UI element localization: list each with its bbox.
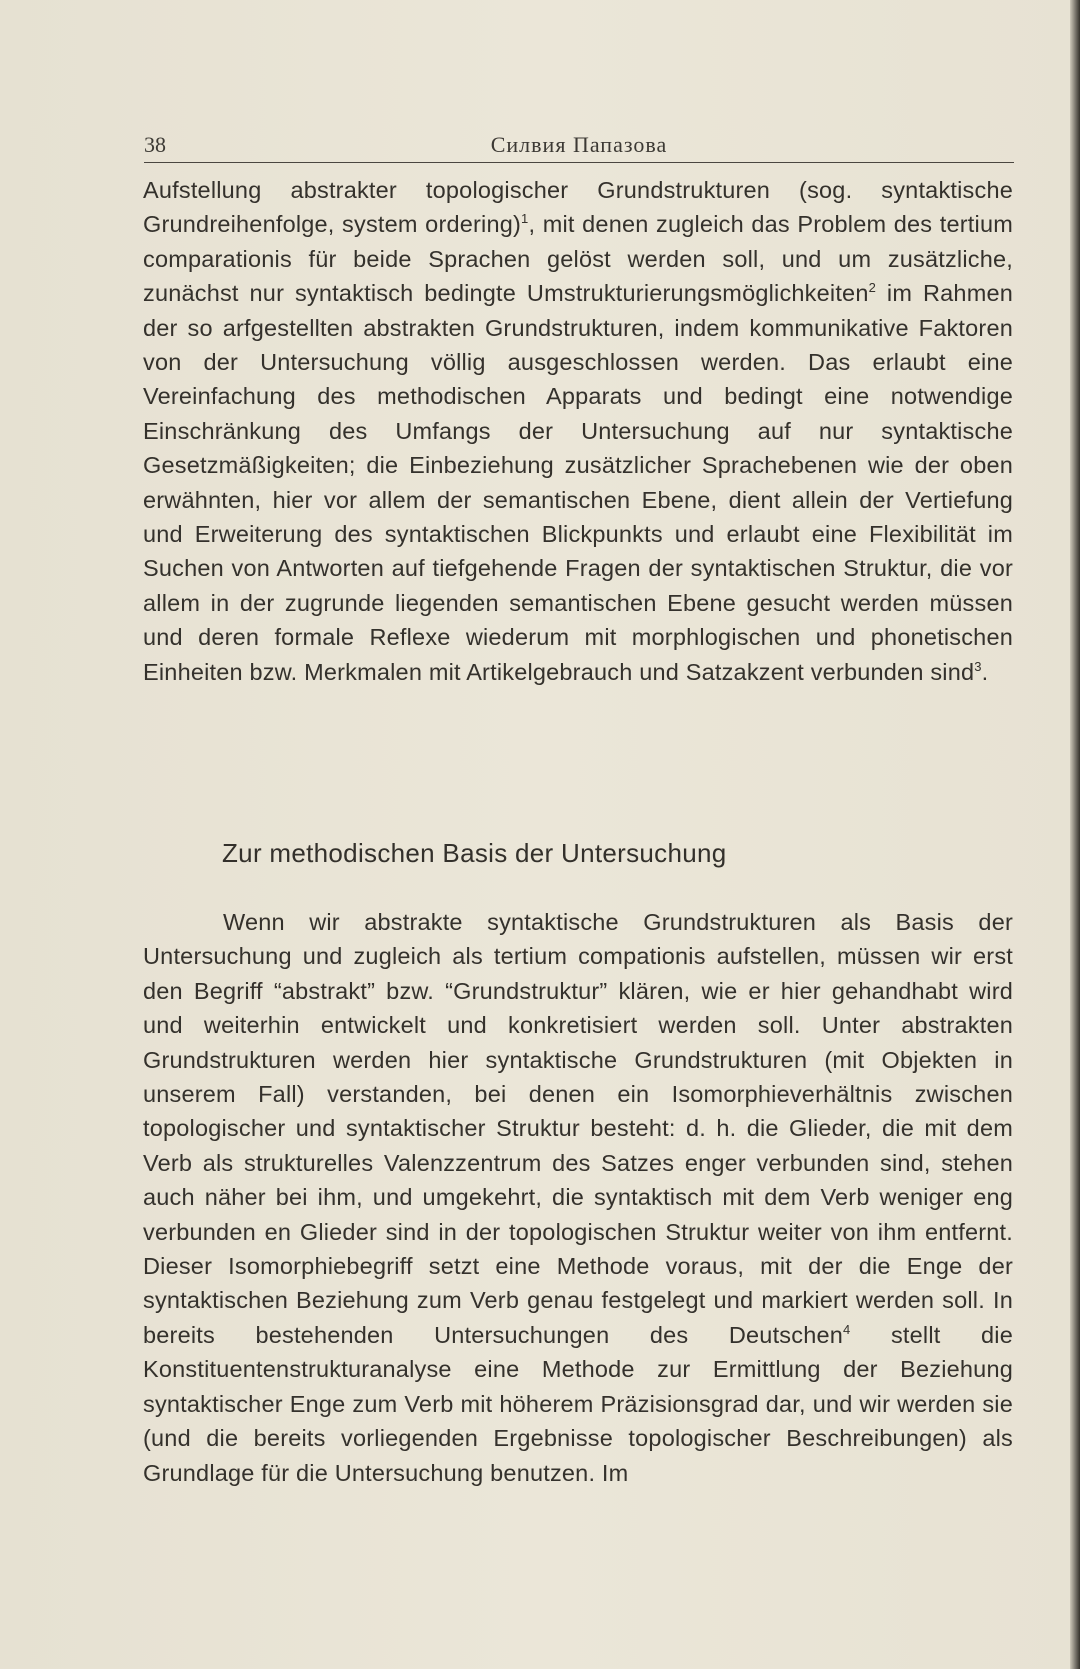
paragraph-1-text: . (981, 658, 989, 685)
footnote-ref: 1 (521, 211, 529, 227)
page-number: 38 (144, 132, 166, 157)
running-head-author: Силвия Папазова (490, 132, 668, 157)
footnote-ref: 2 (868, 280, 877, 296)
section-heading: Zur methodischen Basis der Untersuchung (222, 838, 727, 868)
paragraph-1-text: , mit denen zugleich das Problem des tertium comparationis für beide Sprachen gelöst werden soll, und um zusätzliche, zunächst nur syntaktisch bedingte Umstrukturierungsmöglichkeiten (143, 211, 1013, 307)
paragraph-2 (143, 905, 1013, 1490)
footnote-ref: 4 (843, 1322, 851, 1338)
paragraph-1-text: Aufstellung abstrakter topologischer Grundstrukturen (sog. syntaktische Grundreihenfolge, system ordering) (143, 177, 1013, 238)
paragraph-1 (143, 173, 1013, 689)
paragraph-1-text: im Rahmen der so arfgestellten abstrakten Grundstrukturen, indem kommunikative Faktoren von der Untersuchung völlig ausgeschlossen werden. Das erlaubt eine Vereinfachung des methodischen Apparats und bedingt eine notwendige Einschränkung des Umfangs der Untersuchung auf nur syntaktische Gesetzmäßigkeiten; die Einbeziehung zusätzlicher Sprachebenen wie der oben erwähnten, hier vor allem der semantischen Ebene, dient allein der Vertiefung und Erweiterung des syntaktischen Blickpunkts und erlaubt eine Flexibilität im Suchen von Antworten auf tiefgehende Fragen der syntaktischen Struktur, die vor allem in der zugrunde liegenden semantischen Ebene gesucht werden müssen und deren formale Reflexe wiederum mit morphlogischen und phonetischen Einheiten bzw. Merkmalen mit Artikelgebrauch und Satzakzent verbunden sind (143, 280, 1014, 685)
paragraph-2-text: Wenn wir abstrakte syntaktische Grundstrukturen als Basis der Untersuchung und zugleich als tertium compationis aufstellen, müssen wir erst den Begriff “abstrakt” bzw. “Grundstruktur” klären, wie er hier gehandhabt wird und weiterhin entwickelt und konkretisiert werden soll. Unter abstrakten Grundstrukturen werden hier syntaktische Grundstrukturen (mit Objekten in unserem Fall) verstanden, bei denen ein Isomorphieverhältnis zwischen topologischer und syntaktischer Struktur besteht: d. h. die Glieder, die mit dem Verb als strukturelles Valenzzentrum des Satzes enger verbunden sind, stehen auch näher bei ihm, und umgekehrt, die syntaktisch mit dem Verb weniger eng verbunden en Glieder sind in der topologischen Struktur weiter von ihm entfernt. Dieser Isomorphiebegriff setzt eine Methode voraus, mit der die Enge der syntaktischen Beziehung zum Verb genau festgelegt und markiert werden soll. In bereits bestehenden Untersuchungen des Deutschen (143, 909, 1013, 1348)
running-head (144, 128, 1014, 163)
paragraph-2-text: stellt die Konstituentenstrukturanalyse eine Methode zur Ermittlung der Beziehung syntaktischer Enge zum Verb mit höherem Präzisionsgrad dar, und wir werden sie (und die bereits vorliegenden Ergebnisse topologischer Beschreibungen) als Grundlage für die Untersuchung benutzen. Im (143, 1321, 1013, 1486)
page-edge-shadow (1070, 0, 1080, 1669)
footnote-ref: 3 (974, 658, 982, 674)
